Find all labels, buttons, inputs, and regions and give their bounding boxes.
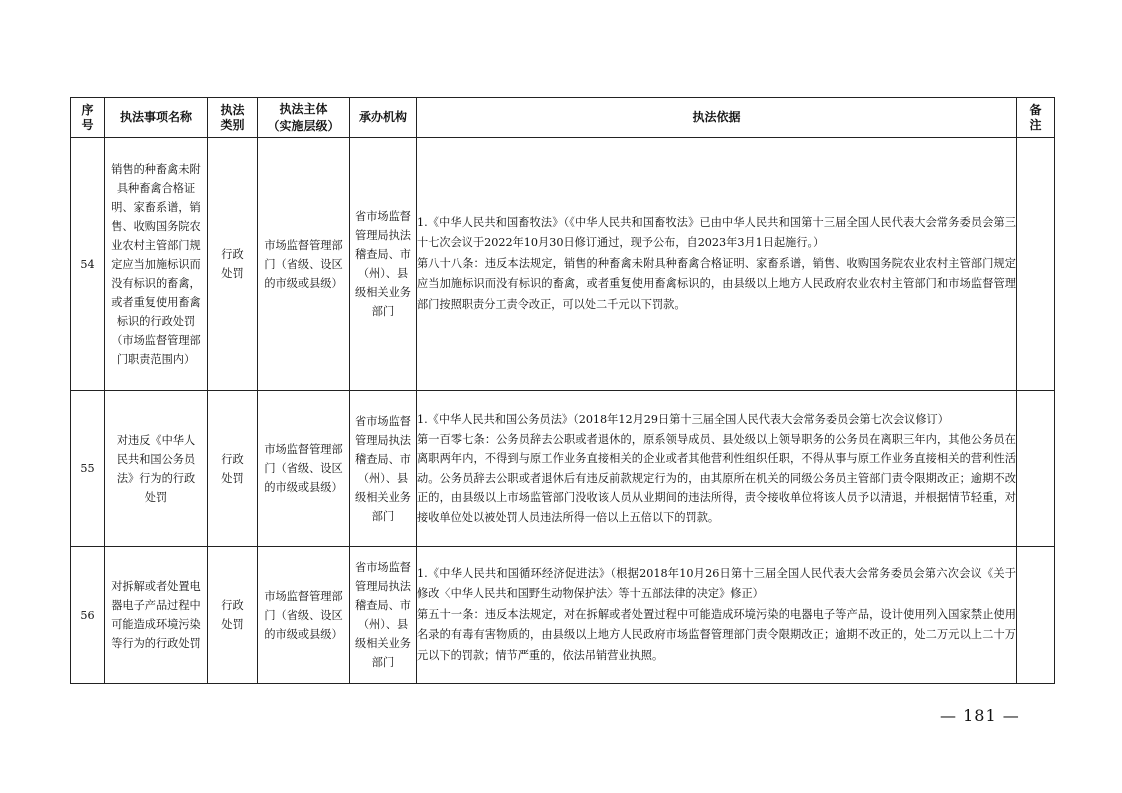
row-basis bbox=[417, 547, 1017, 684]
header-item: 执法事项名称 bbox=[105, 98, 208, 138]
header-type: 执法类别 bbox=[208, 98, 258, 138]
header-subject-line2: （实施层级） bbox=[267, 118, 340, 133]
row-org-text: 省市场监督管理局执法稽查局、市（州）、县级相关业务部门 bbox=[355, 414, 411, 523]
table-row bbox=[71, 138, 1055, 391]
basis-title: 1.《中华人民共和国公务员法》（2018年12月29日第十三届全国人民代表大会常务委员会第七次会议修订） bbox=[417, 413, 949, 426]
row-no: 55 bbox=[71, 391, 105, 547]
row-org bbox=[350, 391, 417, 547]
row-item bbox=[105, 138, 208, 391]
row-subject-text: 市场监督管理部门（省级、设区的市级或县级） bbox=[264, 238, 343, 290]
row-no: 54 bbox=[71, 138, 105, 391]
row-note bbox=[1017, 547, 1055, 684]
row-subject bbox=[258, 547, 350, 684]
row-item-text: 对拆解或者处置电器电子产品过程中可能造成环境污染等行为的行政处罚 bbox=[111, 580, 201, 650]
basis-title: 1.《中华人民共和国循环经济促进法》（根据2018年10月26日第十三届全国人民代表大会常务委员会第六次会议《关于修改〈中华人民共和国野生动物保护法〉等十五部法律的决定》修正） bbox=[417, 566, 1016, 601]
header-basis: 执法依据 bbox=[417, 98, 1017, 138]
row-note bbox=[1017, 138, 1055, 391]
row-subject bbox=[258, 391, 350, 547]
row-org-text: 省市场监督管理局执法稽查局、市（州）、县级相关业务部门 bbox=[355, 210, 411, 318]
row-type-text: 行政处罚 bbox=[221, 248, 244, 280]
row-type-text: 行政处罚 bbox=[221, 452, 244, 485]
basis-text: 第八十八条：违反本法规定，销售的种畜禽未附具种畜禽合格证明、家畜系谱，销售、收购国务院农业农村主管部门规定应当加施标识而没有标识的畜禽，或者重复使用畜禽标识的，由县级以上地方人民政府农业农村主管部门和市场监督管理部门按照职责分工责令改正，可以处二千元以下罚款。 bbox=[417, 256, 1016, 311]
row-type bbox=[208, 547, 258, 684]
row-item bbox=[105, 391, 208, 547]
row-subject bbox=[258, 138, 350, 391]
header-note: 备注 bbox=[1017, 98, 1055, 138]
header-subject bbox=[258, 98, 350, 138]
basis-text: 第五十一条：违反本法规定，对在拆解或者处置过程中可能造成环境污染的电器电子等产品，设计使用列入国家禁止使用名录的有毒有害物质的，由县级以上地方人民政府市场监督管理部门责令限期改正；逾期不改正的，处二万元以上二十万元以下的罚款；情节严重的，依法吊销营业执照。 bbox=[417, 607, 1016, 662]
row-org-text: 省市场监督管理局执法稽查局、市（州）、县级相关业务部门 bbox=[355, 561, 411, 669]
header-subject-line1: 执法主体 bbox=[279, 101, 328, 116]
header-org: 承办机构 bbox=[350, 98, 417, 138]
row-basis bbox=[417, 391, 1017, 547]
row-org bbox=[350, 547, 417, 684]
row-basis bbox=[417, 138, 1017, 391]
row-no: 56 bbox=[71, 547, 105, 684]
header-no: 序号 bbox=[71, 98, 105, 138]
row-type bbox=[208, 391, 258, 547]
row-item bbox=[105, 547, 208, 684]
row-type-text: 行政处罚 bbox=[221, 599, 244, 631]
row-item-text: 对违反《中华人民共和国公务员法》行为的行政处罚 bbox=[116, 433, 196, 504]
row-type bbox=[208, 138, 258, 391]
basis-text: 第一百零七条：公务员辞去公职或者退休的，原系领导成员、县处级以上领导职务的公务员在离职三年内，其他公务员在离职两年内，不得到与原工作业务直接相关的企业或者其他营利性组织任职，不得从事与原工作业务直接相关的营利性活动。公务员辞去公职或者退休后有违反前款规定行为的，由其原所在机关的同级公务员主管部门责令限期改正；逾期不改正的，由县级以上市场监管部门没收该人员从业期间的违法所得，责令接收单位将该人员予以清退，并根据情节轻重，对接收单位处以被处罚人员违法所得一倍以上五倍以下的罚款。 bbox=[417, 432, 1016, 524]
row-note bbox=[1017, 391, 1055, 547]
table-row bbox=[71, 391, 1055, 547]
row-subject-text: 市场监督管理部门（省级、设区的市级或县级） bbox=[264, 589, 343, 641]
basis-title: 1.《中华人民共和国畜牧法》（《中华人民共和国畜牧法》已由中华人民共和国第十三届全国人民代表大会常务委员会第三十七次会议于2022年10月30日修订通过，现予公布，自2023年3月1日起施行。） bbox=[417, 215, 1016, 250]
row-subject-text: 市场监督管理部门（省级、设区的市级或县级） bbox=[264, 443, 343, 494]
header-row bbox=[71, 98, 1055, 138]
enforcement-table bbox=[70, 97, 1055, 684]
table-row bbox=[71, 547, 1055, 684]
row-org bbox=[350, 138, 417, 391]
page-number: — 181 — bbox=[940, 706, 1020, 725]
row-item-text: 销售的种畜禽未附具种畜禽合格证明、家畜系谱，销售、收购国务院农业农村主管部门规定应当加施标识而没有标识的畜禽，或者重复使用畜禽标识的行政处罚（市场监督管理部门职责范围内） bbox=[111, 162, 201, 366]
